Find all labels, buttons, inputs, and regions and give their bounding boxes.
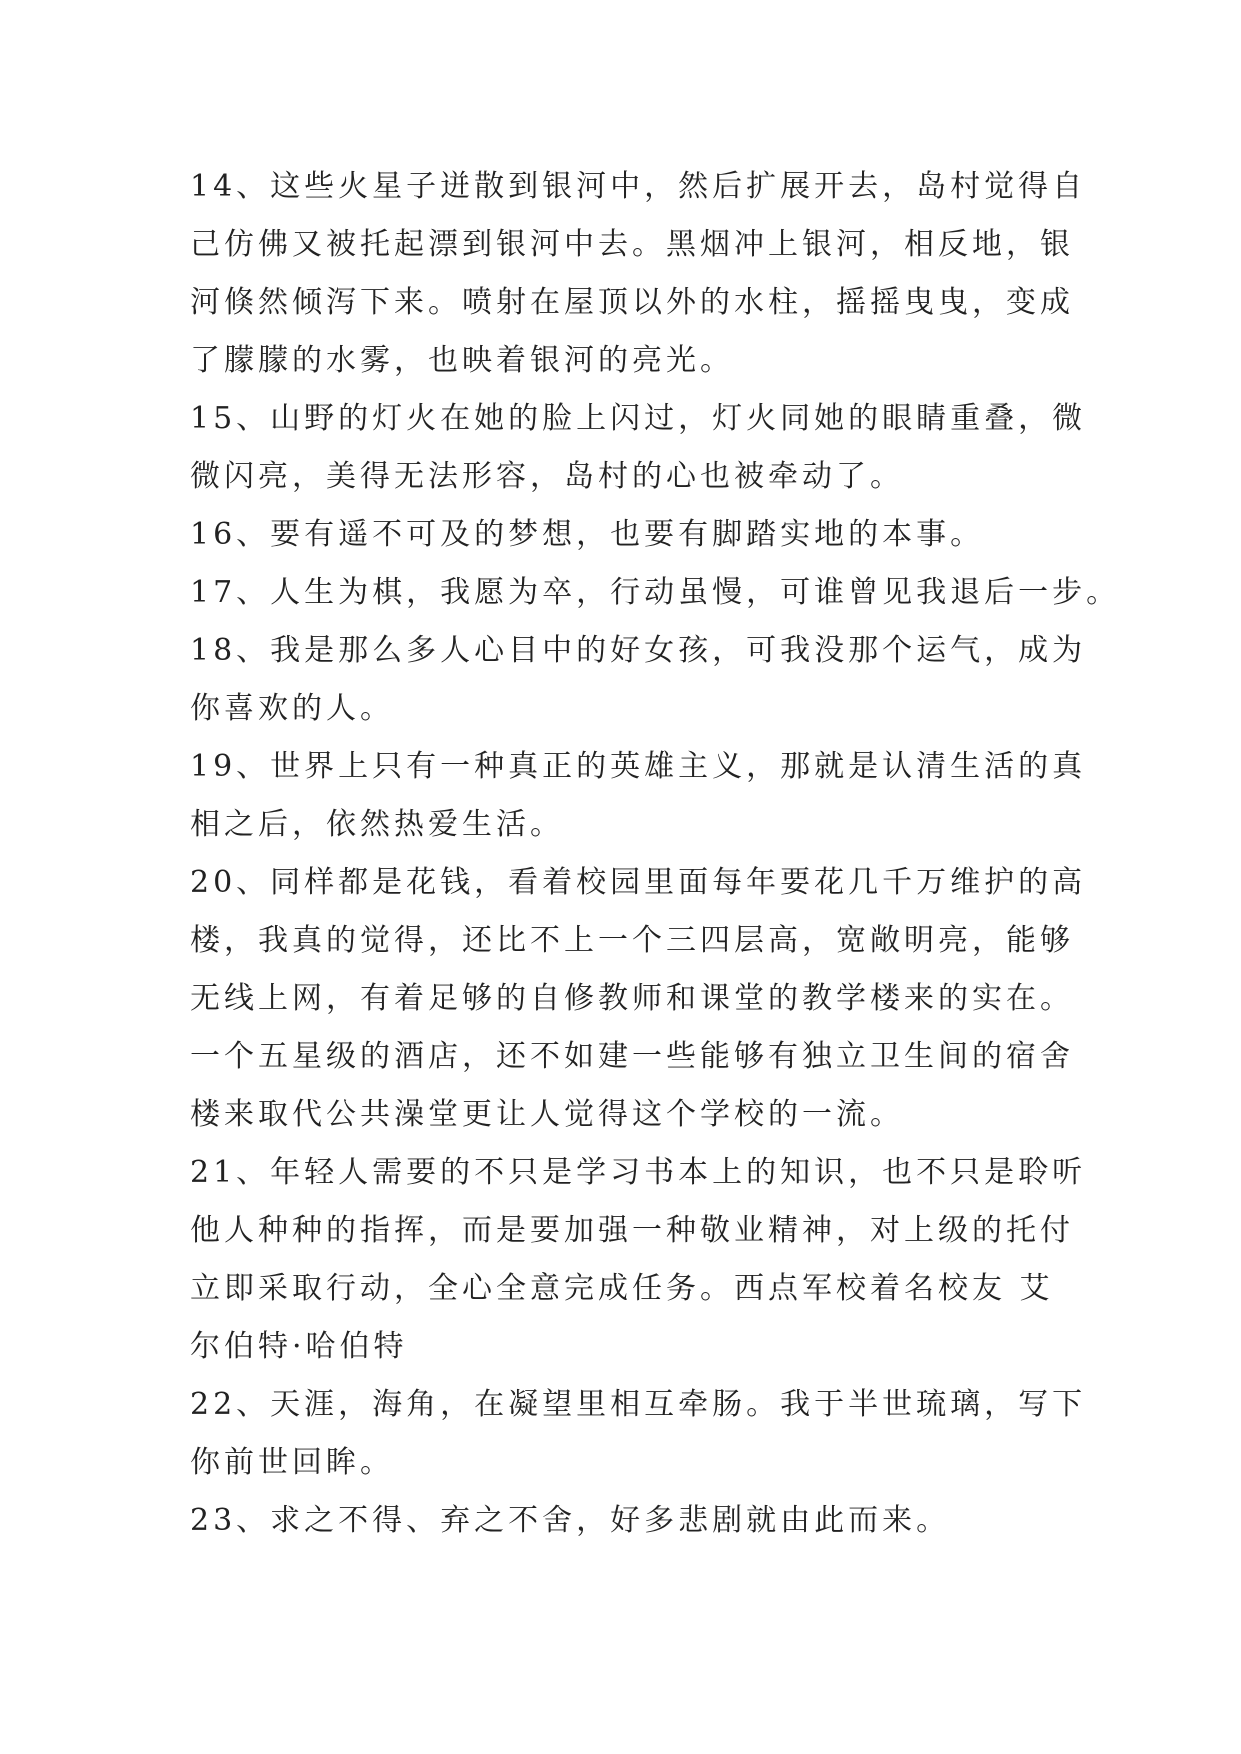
text-line: 微闪亮，美得无法形容，岛村的心也被牵动了。 (190, 459, 904, 494)
text-line: 楼来取代公共澡堂更让人觉得这个学校的一流。 (190, 1097, 904, 1132)
text-line: 一个五星级的酒店，还不如建一些能够有独立卫生间的宿舍 (190, 1039, 1074, 1074)
text-line: 你喜欢的人。 (190, 691, 394, 726)
text-line: 14、这些火星子迸散到银河中，然后扩展开去，岛村觉得自 (190, 169, 1087, 204)
text-line: 立即采取行动，全心全意完成任务。西点军校着名校友 艾 (190, 1271, 1054, 1306)
text-line: 你前世回眸。 (190, 1445, 394, 1480)
text-line: 16、要有遥不可及的梦想，也要有脚踏实地的本事。 (190, 517, 985, 552)
text-line: 楼，我真的觉得，还比不上一个三四层高，宽敞明亮，能够 (190, 923, 1074, 958)
text-line: 他人种种的指挥，而是要加强一种敬业精神，对上级的托付 (190, 1213, 1074, 1248)
text-line: 尔伯特·哈伯特 (190, 1329, 408, 1364)
text-line: 19、世界上只有一种真正的英雄主义，那就是认清生活的真 (190, 749, 1087, 784)
text-line: 17、人生为棋，我愿为卒，行动虽慢，可谁曾见我退后一步。 (190, 575, 1121, 610)
text-line: 23、求之不得、弃之不舍，好多悲剧就由此而来。 (190, 1503, 951, 1538)
text-line: 了朦朦的水雾，也映着银河的亮光。 (190, 343, 734, 378)
text-line: 无线上网，有着足够的自修教师和课堂的教学楼来的实在。 (190, 981, 1074, 1016)
text-line: 20、同样都是花钱，看着校园里面每年要花几千万维护的高 (190, 865, 1087, 900)
text-line: 22、天涯，海角，在凝望里相互牵肠。我于半世琉璃，写下 (190, 1387, 1087, 1422)
text-line: 18、我是那么多人心目中的好女孩，可我没那个运气，成为 (190, 633, 1087, 668)
text-line: 15、山野的灯火在她的脸上闪过，灯火同她的眼睛重叠，微 (190, 401, 1087, 436)
text-line: 己仿佛又被托起漂到银河中去。黑烟冲上银河，相反地，银 (190, 227, 1074, 262)
text-line: 河倏然倾泻下来。喷射在屋顶以外的水柱，摇摇曳曳，变成 (190, 285, 1074, 320)
text-line: 相之后，依然热爱生活。 (190, 807, 564, 842)
document-body (190, 158, 1121, 1550)
text-line: 21、年轻人需要的不只是学习书本上的知识，也不只是聆听 (190, 1155, 1087, 1190)
